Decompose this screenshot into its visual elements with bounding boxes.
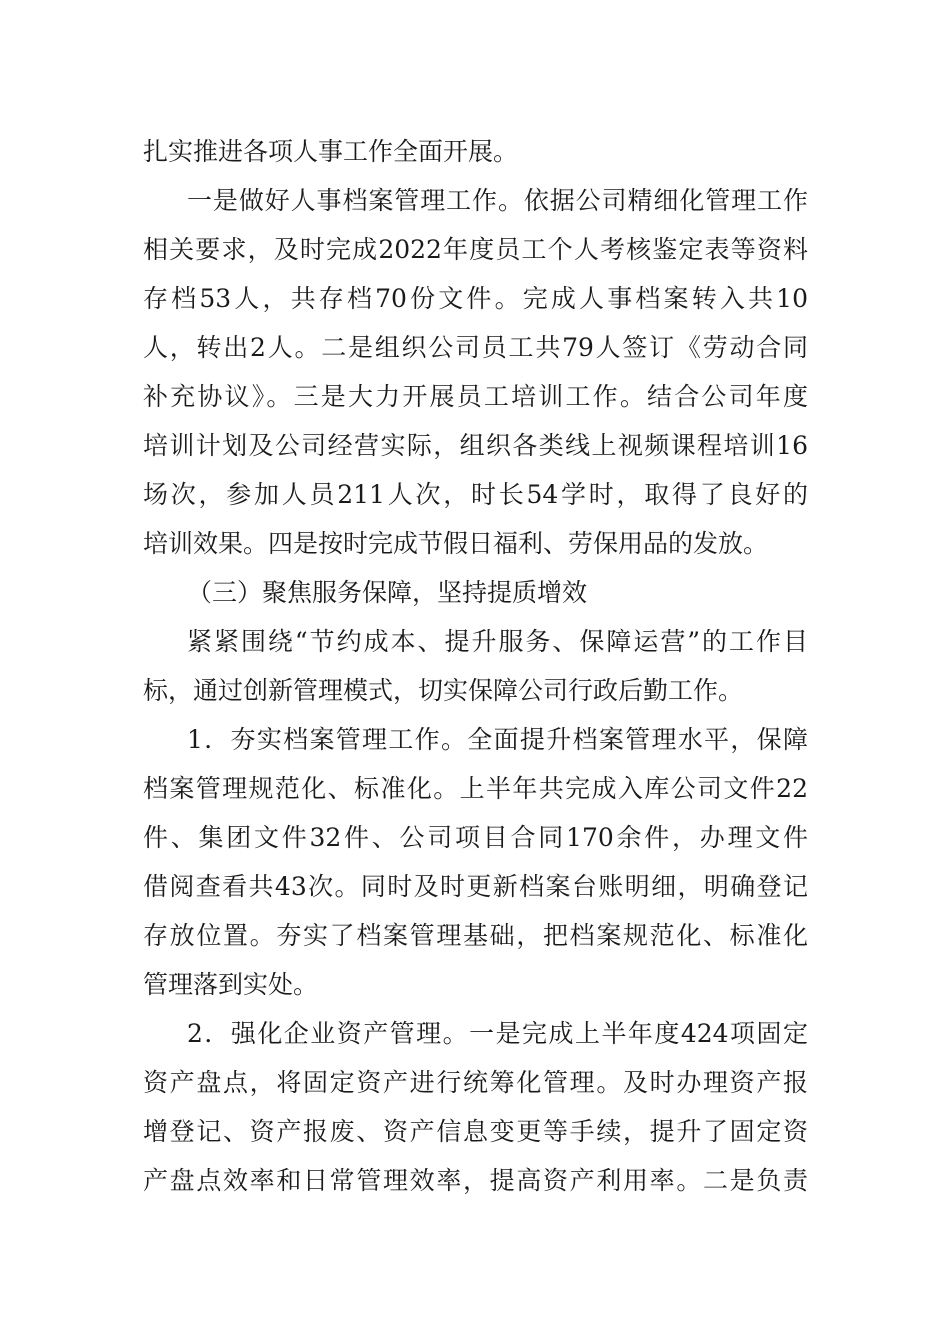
text-line: 借阅查看共43次。同时及时更新档案台账明细，明确登记: [143, 872, 808, 901]
text-line: 人，转出2人。二是组织公司员工共79人签订《劳动合同: [143, 333, 808, 362]
text-line: 紧紧围绕“节约成本、提升服务、保障运营”的工作目: [187, 627, 808, 656]
text-line: 培训计划及公司经营实际，组织各类线上视频课程培训16: [143, 431, 808, 460]
text-line: 产盘点效率和日常管理效率，提高资产利用率。二是负责: [143, 1166, 808, 1195]
text-line: 资产盘点，将固定资产进行统筹化管理。及时办理资产报: [143, 1068, 808, 1097]
text-line: 场次，参加人员211人次，时长54学时，取得了良好的: [143, 480, 808, 509]
text-line: 2．强化企业资产管理。一是完成上半年度424项固定: [187, 1019, 808, 1048]
text-line: 增登记、资产报废、资产信息变更等手续，提升了固定资: [143, 1117, 808, 1146]
text-line: 相关要求，及时完成2022年度员工个人考核鉴定表等资料: [143, 235, 808, 264]
text-line: 扎实推进各项人事工作全面开展。: [143, 137, 519, 166]
text-line: 存档53人，共存档70份文件。完成人事档案转入共10: [143, 284, 808, 313]
text-line: 一是做好人事档案管理工作。依据公司精细化管理工作: [187, 186, 808, 215]
text-line: 管理落到实处。: [143, 970, 319, 999]
text-line: 存放位置。夯实了档案管理基础，把档案规范化、标准化: [143, 921, 808, 950]
text-line: 培训效果。四是按时完成节假日福利、劳保用品的发放。: [143, 529, 769, 558]
text-line: 补充协议》。三是大力开展员工培训工作。结合公司年度: [143, 382, 808, 411]
text-line: 标，通过创新管理模式，切实保障公司行政后勤工作。: [143, 676, 744, 705]
text-line: 档案管理规范化、标准化。上半年共完成入库公司文件22: [143, 774, 808, 803]
section-heading: （三）聚焦服务保障，坚持提质增效: [187, 578, 588, 607]
document-body: [143, 127, 808, 1205]
text-line: 1．夯实档案管理工作。全面提升档案管理水平，保障: [187, 725, 808, 754]
text-line: 件、集团文件32件、公司项目合同170余件，办理文件: [143, 823, 808, 852]
